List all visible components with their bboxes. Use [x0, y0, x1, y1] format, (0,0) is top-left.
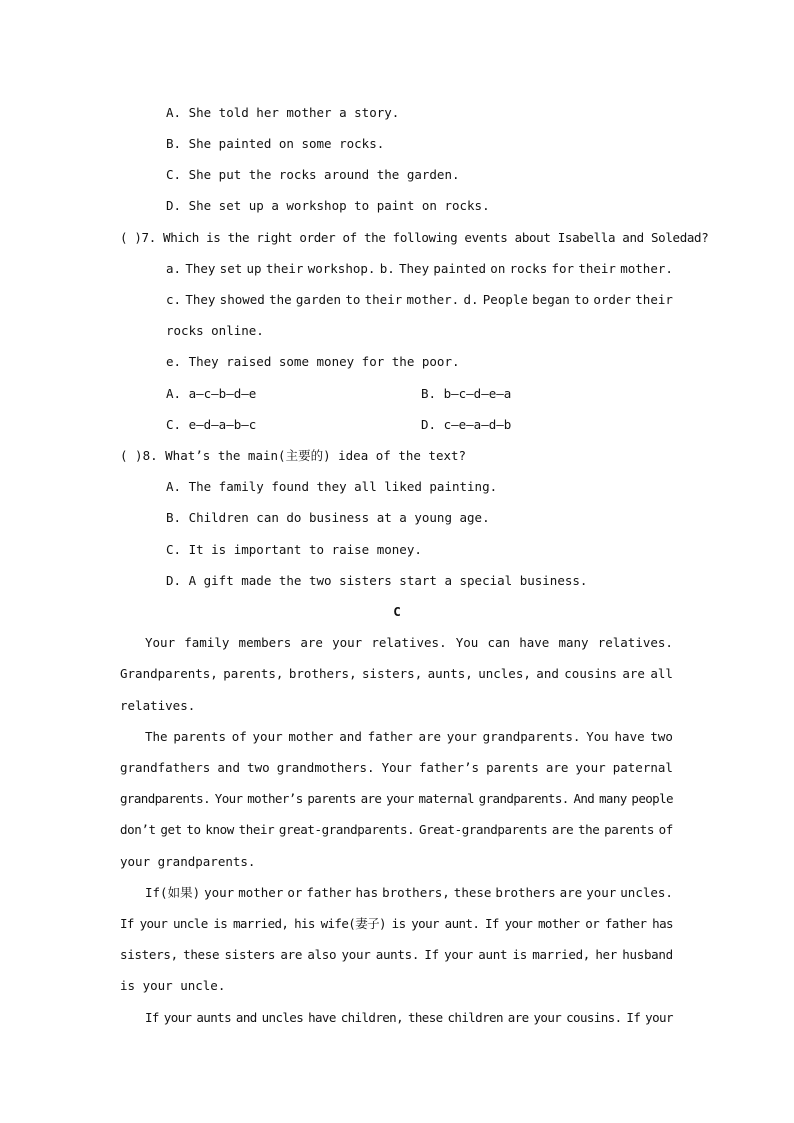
q8-option-c: C. It is important to raise money.: [166, 542, 422, 557]
word: aunts,: [427, 666, 473, 681]
word: also: [307, 947, 337, 962]
q7-option-a: A. a—c—b—d—e: [166, 386, 257, 401]
p1-line-1: [145, 635, 673, 651]
word: grandparents.: [482, 729, 581, 744]
word: your: [139, 916, 168, 931]
word: father: [367, 729, 413, 744]
word: their: [578, 261, 616, 276]
word: parents,: [223, 666, 284, 681]
word: your: [252, 729, 283, 744]
word: sisters,: [362, 666, 423, 681]
word: great-grandparents.: [278, 822, 415, 837]
word: and: [339, 729, 362, 744]
word: is: [391, 916, 406, 931]
word: children: [447, 1010, 503, 1025]
word: People: [482, 292, 528, 307]
word: their: [265, 261, 304, 276]
word: They: [399, 261, 430, 276]
word: are: [280, 947, 303, 962]
word: father: [306, 885, 352, 900]
word: is: [512, 947, 527, 962]
word: for: [551, 261, 575, 276]
word: If: [424, 947, 439, 962]
word: your: [163, 1010, 192, 1025]
word: cousins.: [566, 1010, 622, 1025]
word: their: [635, 292, 673, 307]
word: wife(妻子): [320, 916, 386, 931]
word: uncle: [173, 916, 208, 931]
q7-events-line-4: e. They raised some money for the poor.: [166, 354, 460, 369]
word: to: [574, 292, 590, 307]
word: grandparents.: [478, 791, 569, 806]
word: If(如果): [145, 885, 201, 900]
word: showed: [219, 292, 265, 307]
p3-line-2: [120, 916, 673, 932]
p4-line-1: [145, 1010, 673, 1026]
word: sisters,: [120, 947, 178, 962]
word: aunt: [478, 947, 508, 962]
word: You: [455, 635, 479, 650]
word: b.: [379, 261, 395, 276]
word: parents: [486, 760, 539, 775]
word: uncles: [261, 1010, 304, 1025]
word: and: [536, 666, 559, 681]
word: relatives.: [597, 635, 673, 650]
passage-heading: C: [393, 604, 401, 619]
word: parents: [173, 729, 226, 744]
word: your: [586, 885, 617, 900]
word: these: [183, 947, 220, 962]
q7-option-c: C. e—d—a—b—c: [166, 417, 257, 432]
word: your: [645, 1010, 673, 1025]
word: can: [487, 635, 511, 650]
word: paternal: [612, 760, 673, 775]
word: uncles,: [478, 666, 531, 681]
word: and: [235, 1010, 257, 1025]
word: parents: [307, 791, 356, 806]
word: a.: [166, 261, 182, 276]
word: has: [652, 916, 673, 931]
word: know: [205, 822, 234, 837]
p2-line-2: [120, 760, 673, 776]
word: husband: [622, 947, 673, 962]
word: grandmothers.: [276, 760, 375, 775]
word: get: [160, 822, 182, 837]
p1-line-2: [120, 666, 673, 682]
word: his: [294, 916, 315, 931]
p2-line-4: [120, 822, 673, 838]
word: have: [308, 1010, 336, 1025]
q7-events-line-2: [166, 292, 673, 308]
word: grandfathers: [120, 760, 211, 775]
word: on: [490, 261, 506, 276]
word: and: [217, 760, 240, 775]
word: your: [504, 916, 533, 931]
q6-option-c: C. She put the rocks around the garden.: [166, 167, 460, 182]
word: family: [184, 635, 230, 650]
q8-option-d: D. A gift made the two sisters start a special business.: [166, 573, 588, 588]
word: relatives.: [371, 635, 447, 650]
word: to: [345, 292, 361, 307]
word: your: [446, 729, 477, 744]
word: If: [626, 1010, 641, 1025]
word: her: [595, 947, 617, 962]
q7-option-d: D. c—e—a—d—b: [421, 417, 512, 432]
p3-line-3: [120, 947, 673, 963]
word: or: [287, 885, 303, 900]
word: your: [204, 885, 235, 900]
q6-option-d: D. She set up a workshop to paint on rocks.: [166, 198, 490, 213]
word: the: [269, 292, 292, 307]
p2-line-3: [120, 791, 673, 807]
word: mother’s: [247, 791, 303, 806]
word: Grandparents,: [120, 666, 218, 681]
word: married,: [532, 947, 591, 962]
word: two: [650, 729, 673, 744]
word: two: [247, 760, 270, 775]
word: aunt.: [444, 916, 480, 931]
word: Your: [145, 635, 176, 650]
word: d.: [463, 292, 479, 307]
word: are: [551, 822, 574, 837]
word: Your: [381, 760, 412, 775]
p1-line-3: relatives.: [120, 698, 196, 713]
word: If: [120, 916, 134, 931]
q7-option-b: B. b—c—d—e—a: [421, 386, 512, 401]
word: has: [355, 885, 379, 900]
word: brothers: [495, 885, 556, 900]
word: Your: [214, 791, 243, 806]
word: married,: [232, 916, 289, 931]
q6-option-b: B. She painted on some rocks.: [166, 136, 385, 151]
word: You: [586, 729, 609, 744]
word: are: [300, 635, 323, 650]
p3-line-4: is your uncle.: [120, 978, 226, 993]
word: people: [631, 791, 673, 806]
word: aunts.: [375, 947, 420, 962]
word: maternal: [418, 791, 474, 806]
word: don’t: [120, 822, 156, 837]
word: uncles.: [620, 885, 673, 900]
word: They: [185, 261, 216, 276]
word: to: [186, 822, 201, 837]
word: sisters: [224, 947, 276, 962]
word: If: [145, 1010, 159, 1025]
word: aunts: [196, 1010, 232, 1025]
word: their: [238, 822, 275, 837]
word: your: [533, 1010, 562, 1025]
word: are: [545, 760, 569, 775]
word: painted: [433, 261, 487, 276]
word: set: [219, 261, 243, 276]
word: mother: [238, 885, 284, 900]
word: father: [604, 916, 647, 931]
q7-events-line-1: [166, 261, 673, 277]
word: of: [231, 729, 247, 744]
word: have: [614, 729, 645, 744]
q8-option-a: A. The family found they all liked painting.: [166, 479, 498, 494]
word: is: [213, 916, 228, 931]
word: garden: [295, 292, 342, 307]
word: are: [559, 885, 583, 900]
word: up: [246, 261, 262, 276]
word: The: [145, 729, 168, 744]
word: the: [578, 822, 600, 837]
word: your: [341, 947, 371, 962]
word: your: [411, 916, 439, 931]
word: began: [532, 292, 570, 307]
q8-option-b: B. Children can do business at a young age.: [166, 510, 490, 525]
word: children,: [340, 1010, 404, 1025]
word: mother: [538, 916, 580, 931]
word: all: [650, 666, 673, 681]
word: If: [485, 916, 499, 931]
word: these: [453, 885, 492, 900]
word: mother: [288, 729, 334, 744]
word: grandparents.: [120, 791, 211, 806]
word: have: [519, 635, 550, 650]
word: your: [386, 791, 414, 806]
p3-line-1: [145, 885, 673, 901]
word: workshop.: [307, 261, 376, 276]
word: rocks: [509, 261, 548, 276]
p2-line-5: your grandparents.: [120, 854, 256, 869]
word: are: [622, 666, 645, 681]
q6-option-a: A. She told her mother a story.: [166, 105, 400, 120]
q7-stem: ( )7. Which is the right order of the following events about Isabella and Soledad?: [120, 230, 709, 245]
word: cousins: [564, 666, 617, 681]
word: of: [658, 822, 673, 837]
word: Great-grandparents: [418, 822, 548, 837]
word: many: [558, 635, 589, 650]
p2-line-1: [145, 729, 673, 745]
word: mother.: [406, 292, 460, 307]
q8-stem: ( )8. What’s the main(主要的) idea of the text?: [120, 448, 467, 463]
word: mother.: [620, 261, 673, 276]
word: They: [185, 292, 216, 307]
word: c.: [166, 292, 182, 307]
word: father’s: [418, 760, 480, 775]
word: And: [573, 791, 595, 806]
word: their: [364, 292, 403, 307]
word: are: [418, 729, 442, 744]
word: many: [598, 791, 627, 806]
word: are: [360, 791, 382, 806]
word: parents: [604, 822, 654, 837]
word: or: [585, 916, 600, 931]
word: are: [507, 1010, 529, 1025]
word: members: [238, 635, 292, 650]
word: these: [407, 1010, 443, 1025]
word: order: [593, 292, 632, 307]
q7-events-line-3: rocks online.: [166, 323, 264, 338]
word: brothers,: [288, 666, 357, 681]
word: brothers,: [382, 885, 450, 900]
word: your: [444, 947, 474, 962]
word: your: [332, 635, 363, 650]
word: your: [575, 760, 606, 775]
